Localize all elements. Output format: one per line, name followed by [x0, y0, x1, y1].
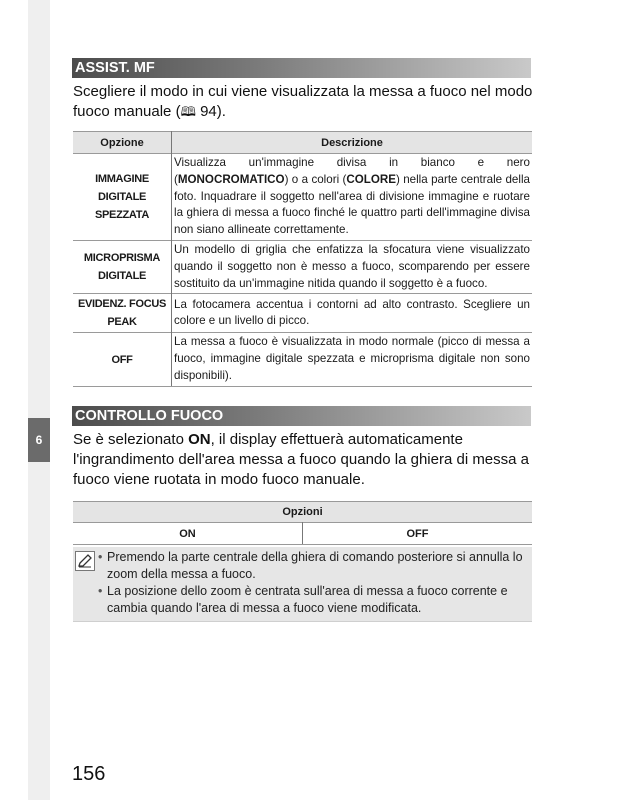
column-header-description: Descrizione [172, 132, 533, 154]
note-box [73, 547, 532, 622]
column-header-option: Opzione [73, 132, 172, 154]
option-description: Visualizza un'immagine divisa in bianco e nero (MONOCROMATICO) o a colori (COLORE) nella parte centrale della foto. Inquadrare il soggetto nell'area di divisione immagine e ruotare la ghiera di messa a fuoco finché le quattro parti dell'immagine divisa non siano allineate correttamente. [172, 154, 533, 241]
option-name: EVIDENZ. FOCUS PEAK [73, 294, 172, 333]
chapter-number: 6 [35, 433, 43, 447]
page-reference: 94). [195, 103, 226, 120]
option-description: Un modello di griglia che enfatizza la sfocatura viene visualizzato quando il soggetto non è messo a fuoco, scomparendo per essere sostituito da un'immagine nitida quando il soggetto è a fuoco. [172, 240, 533, 293]
book-icon: 🕮 [180, 104, 196, 119]
option-off: OFF [303, 523, 533, 545]
table-row [73, 333, 532, 386]
option-description: La fotocamera accentua i contorni ad alto contrasto. Scegliere un colore e un livello di picco. [172, 294, 533, 333]
section-title-assist-mf: ASSIST. MF [72, 58, 531, 78]
note-pencil-icon [75, 551, 95, 571]
section2-text: Se è selezionato ON, il display effettuerà automaticamente l'ingrandimento dell'area messa a fuoco quando la ghiera di messa a fuoco viene ruotata in modo fuoco manuale. [73, 431, 530, 488]
options-table [73, 131, 532, 387]
list-item: • Premendo la parte centrale della ghiera di comando posteriore si annulla lo zoom della messa a fuoco. [99, 549, 527, 583]
table-row [73, 523, 532, 545]
option-description: La messa a fuoco è visualizzata in modo normale (picco di messa a fuoco, immagine digitale spezzata e microprisma digitale non sono disponibili). [172, 333, 533, 386]
chapter-tab [28, 418, 50, 462]
table-row [73, 154, 532, 241]
note-list [99, 549, 527, 617]
onoff-options-table [73, 501, 532, 545]
table-row [73, 294, 532, 333]
page-margin-strip [28, 0, 50, 800]
option-name: IMMAGINE DIGITALE SPEZZATA [73, 154, 172, 241]
section1-intro: Scegliere il modo in cui viene visualizzata la messa a fuoco nel modo fuoco manuale (🕮 94). [73, 83, 533, 120]
section-title-controllo-fuoco: CONTROLLO FUOCO [72, 406, 531, 426]
option-name: MICROPRISMA DIGITALE [73, 240, 172, 293]
option-on: ON [73, 523, 303, 545]
table-row [73, 240, 532, 293]
option-name: OFF [73, 333, 172, 386]
column-header-options: Opzioni [73, 502, 532, 523]
page-number: 156 [72, 763, 106, 785]
list-item: • La posizione dello zoom è centrata sull'area di messa a fuoco corrente e cambia quando l'area di messa a fuoco viene modificata. [99, 583, 527, 617]
